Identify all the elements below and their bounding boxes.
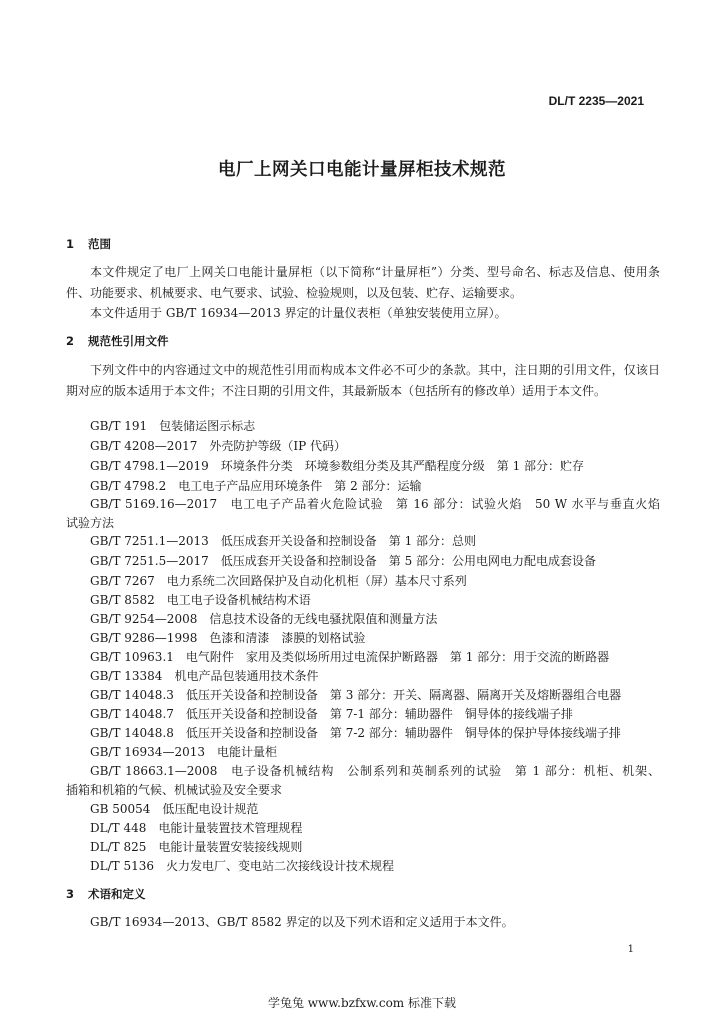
reference-item: GB/T 191 包装储运图示标志	[90, 419, 256, 433]
section-2-heading	[66, 333, 169, 349]
reference-item: GB/T 5169.16—2017 电工电子产品着火危险试验 第 16 部分：试验火焰 50 W 水平与垂直火焰	[90, 497, 660, 511]
reference-item: DL/T 5136 火力发电厂、变电站二次接线设计技术规程	[90, 859, 394, 873]
reference-item: GB/T 14048.7 低压开关设备和控制设备 第 7-1 部分：辅助器件 铜导体的接线端子排	[90, 707, 573, 721]
references-intro: 下列文件中的内容通过文中的规范性引用而构成本文件必不可少的条款。其中，注日期的引用文件，仅该日期对应的版本适用于本文件；不注日期的引用文件，其最新版本（包括所有的修改单）适用于本文件。	[66, 363, 660, 398]
section-1-heading	[66, 236, 111, 252]
reference-item: GB/T 7251.1—2013 低压成套开关设备和控制设备 第 1 部分：总则	[90, 534, 477, 548]
reference-item: GB/T 4798.1—2019 环境条件分类 环境参数组分类及其严酷程度分级 第 1 部分：贮存	[90, 459, 585, 473]
page-number: 1	[627, 944, 634, 955]
section-number: 1	[66, 237, 75, 251]
reference-item: GB/T 10963.1 电气附件 家用及类似场所用过电流保护断路器 第 1 部分：用于交流的断路器	[90, 650, 610, 664]
reference-item: GB/T 8582 电工电子设备机械结构术语	[90, 593, 311, 607]
scope-paragraph-1: 本文件规定了电厂上网关口电能计量屏柜（以下简称“计量屏柜”）分类、型号命名、标志及信息、使用条件、功能要求、机械要求、电气要求、试验、检验规则，以及包装、贮存、运输要求。	[66, 265, 660, 300]
reference-item: GB/T 4208—2017 外壳防护等级（IP 代码）	[90, 439, 346, 453]
document-title: 电厂上网关口电能计量屏柜技术规范	[218, 160, 506, 180]
reference-item: GB/T 16934—2013 电能计量柜	[90, 745, 277, 759]
reference-item: GB 50054 低压配电设计规范	[90, 802, 259, 816]
reference-item: GB/T 9254—2008 信息技术设备的无线电骚扰限值和测量方法	[90, 612, 438, 626]
section-3-heading	[66, 886, 146, 902]
section-title: 术语和定义	[88, 887, 146, 901]
reference-item: GB/T 14048.3 低压开关设备和控制设备 第 3 部分：开关、隔离器、隔离开关及熔断器组合电器	[90, 688, 622, 702]
section-title: 范围	[88, 237, 111, 251]
watermark-footer: 学兔兔 www.bzfxw.com 标准下载	[267, 996, 457, 1010]
reference-item: GB/T 13384 机电产品包装通用技术条件	[90, 669, 319, 683]
reference-item: GB/T 4798.2 电工电子产品应用环境条件 第 2 部分：运输	[90, 479, 422, 493]
section-title: 规范性引用文件	[88, 334, 169, 348]
reference-item: GB/T 7267 电力系统二次回路保护及自动化机柜（屏）基本尺寸系列	[90, 574, 467, 588]
reference-item: DL/T 825 电能计量装置安装接线规则	[90, 840, 303, 854]
reference-item: DL/T 448 电能计量装置技术管理规程	[90, 821, 303, 835]
section-number: 2	[66, 334, 75, 348]
reference-item: GB/T 9286—1998 色漆和清漆 漆膜的划格试验	[90, 631, 366, 645]
terms-paragraph: GB/T 16934—2013、GB/T 8582 界定的以及下列术语和定义适用于本文件。	[90, 915, 514, 929]
reference-item-continuation: 试验方法	[66, 516, 115, 530]
reference-item: GB/T 7251.5—2017 低压成套开关设备和控制设备 第 5 部分：公用电网电力配电成套设备	[90, 554, 597, 568]
reference-item: GB/T 14048.8 低压开关设备和控制设备 第 7-2 部分：辅助器件 铜导体的保护导体接线端子排	[90, 726, 621, 740]
standard-code: DL/T 2235—2021	[548, 94, 644, 108]
section-number: 3	[66, 887, 75, 901]
reference-item-continuation: 插箱和机箱的气候、机械试验及安全要求	[66, 783, 283, 797]
scope-paragraph-2: 本文件适用于 GB/T 16934—2013 界定的计量仪表柜（单独安装使用立屏）。	[90, 306, 507, 320]
reference-item: GB/T 18663.1—2008 电子设备机械结构 公制系列和英制系列的试验 第 1 部分：机柜、机架、	[90, 764, 660, 778]
